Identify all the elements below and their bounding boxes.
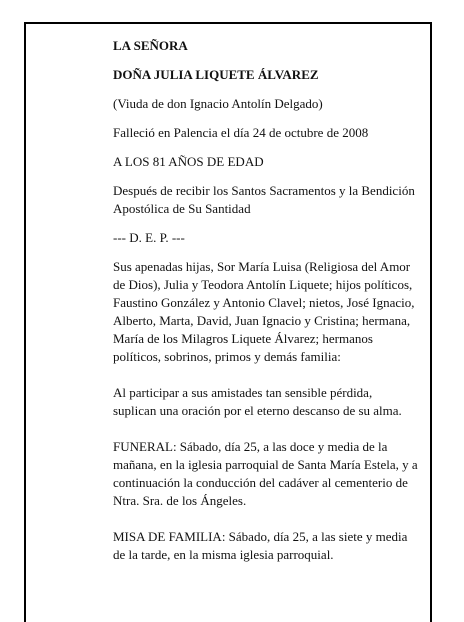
widow-note: (Viuda de don Ignacio Antolín Delgado) (113, 96, 323, 111)
obituary-content (113, 37, 418, 575)
deceased-name: DOÑA JULIA LIQUETE ÁLVAREZ (113, 67, 319, 82)
request-paragraph: Al participar a sus amistades tan sensible pérdida, suplican una oración por el eterno descanso de su alma. (113, 385, 402, 418)
family-mass-paragraph: MISA DE FAMILIA: Sábado, día 25, a las siete y media de la tarde, en la misma iglesia parroquial. (113, 529, 408, 562)
rip-line: --- D. E. P. --- (113, 230, 185, 245)
death-notice: Falleció en Palencia el día 24 de octubre de 2008 (113, 125, 369, 140)
family-paragraph: Sus apenadas hijas, Sor María Luisa (Religiosa del Amor de Dios), Julia y Teodora Antolín Liquete; hijos políticos, Faustino González y Antonio Clavel; nietos, José Ignacio, Alberto, Marta, David, Juan Ignacio y Cristina; hermana, María de los Milagros Liquete Álvarez; hermanos políticos, sobrinos, primos y demás familia: (113, 259, 415, 364)
funeral-paragraph: FUNERAL: Sábado, día 25, a las doce y media de la mañana, en la iglesia parroquial de Santa María Estela, y a continuación la conducción del cadáver al cementerio de Ntra. Sra. de los Ángeles. (113, 439, 418, 508)
title-line: LA SEÑORA (113, 38, 188, 53)
sacraments-paragraph: Después de recibir los Santos Sacramentos y la Bendición Apostólica de Su Santidad (113, 183, 415, 216)
age-line: A LOS 81 AÑOS DE EDAD (113, 154, 264, 169)
